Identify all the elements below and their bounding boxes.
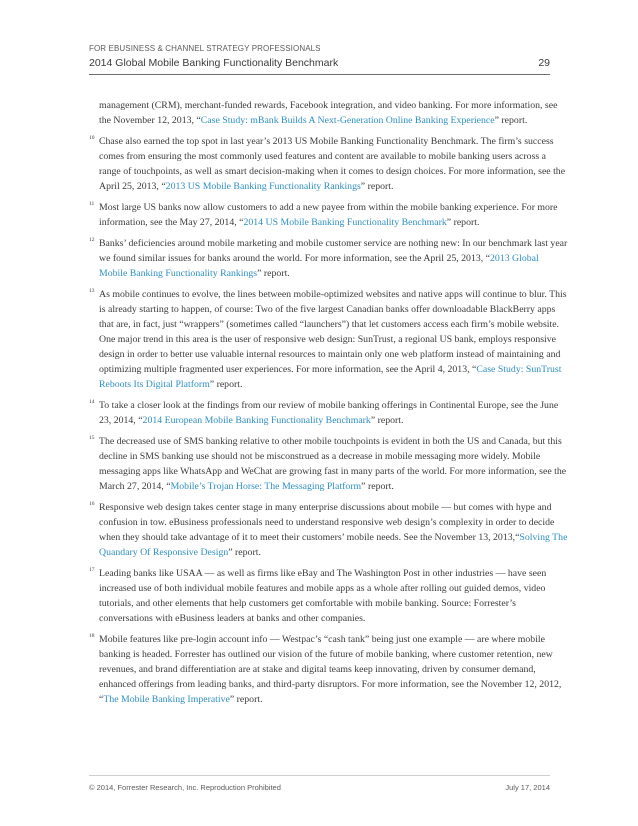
footer-row [89, 783, 550, 793]
endnote [89, 134, 568, 194]
endnote [89, 566, 568, 626]
endnote-text: Mobile features like pre-login account info — Westpac’s “cash tank” being just one example — are where mobile banking is headed. Forrester has outlined our vision of the future of mobile banking, where customer retention, new revenues, and brand differentiation are at stake and digital teams keep innovating, driven by consumer demand, enhanced offerings from leading banks, and third-party disruptors. For more information, see the November 12, 2012, “ [99, 634, 562, 705]
endnote-text: Most large US banks now allow customers to add a new payee from within the mobile banking experience. For more information, see the May 27, 2014, “ [99, 202, 558, 228]
endnote-number: 16 [89, 501, 95, 507]
report-link[interactable]: 2014 European Mobile Banking Functionality Benchmark [142, 415, 371, 426]
endnote [89, 500, 568, 560]
endnote-text: Banks’ deficiencies around mobile marketing and mobile customer service are nothing new: In our benchmark last year we found similar issues for banks around the world. For more information, see the April 25, 2013, “ [99, 238, 568, 264]
endnote-number: 11 [89, 201, 95, 207]
endnote-text: To take a closer look at the findings from our review of mobile banking offerings in Continental Europe, see the June 23, 2014, “ [99, 400, 559, 426]
footer-rule [89, 775, 550, 776]
page-number: 29 [538, 57, 550, 69]
page-header [89, 44, 550, 75]
endnote-number: 14 [89, 399, 95, 405]
report-link[interactable]: 2013 Global Mobile Banking Functionality Rankings [99, 253, 539, 279]
endnote-text-end: ” report. [370, 415, 404, 426]
report-title: 2014 Global Mobile Banking Functionality Benchmark [89, 57, 339, 69]
endnote-number: 13 [89, 288, 95, 294]
endnote-text: The decreased use of SMS banking relative to other mobile touchpoints is evident in both the US and Canada, but this decline in SMS banking use should not be misconstrued as a decrease in mobile messaging more widely. Mobile messaging apps like WhatsApp and WeChat are growing fast in many parts of the world. For more information, see the March 27, 2014, “ [99, 436, 567, 492]
header-rule [89, 74, 550, 75]
endnote-text-end: ” report. [494, 115, 528, 126]
endnote-number: 17 [89, 567, 95, 573]
header-kicker: FOR EBUSINESS & CHANNEL STRATEGY PROFESSIONALS [89, 44, 321, 53]
endnote-text-end: ” report. [257, 268, 290, 279]
endnote [89, 236, 568, 281]
endnote-text: Chase also earned the top spot in last year’s 2013 US Mobile Banking Functionality Benchmark. The firm’s success comes from ensuring the most commonly used features and content are available to mobile banking users across a range of touchpoints, as well as smart decision-making when it comes to design choices. For more information, see the April 25, 2013, “ [99, 136, 566, 192]
endnote-number: 15 [89, 435, 95, 441]
header-title-row [89, 57, 550, 70]
endnote-number: 18 [89, 633, 95, 639]
endnote-text: Leading banks like USAA — as well as firms like eBay and The Washington Post in other industries — have seen increased use of both individual mobile features and mobile apps as a whole after rolling out guided demos, video tutorials, and other elements that help customers get comfortable with mobile banking. Source: Forrester’s conversations with eBusiness leaders at banks and other companies. [99, 568, 547, 624]
endnote [89, 434, 568, 494]
endnote-text-end: ” report. [360, 181, 394, 192]
endnote-number: 12 [89, 237, 95, 243]
endnote-text: As mobile continues to evolve, the lines between mobile-optimized websites and native apps will continue to blur. This is already starting to happen, of course: Two of the five largest Canadian banks offer downloadable BlackBerry apps that are, in fact, just “wrappers” (sometimes called “launchers”) that let customers access each firm’s mobile website. One major trend in this area is the user of responsive web design: SunTrust, a regional US bank, employs responsive design in order to better use valuable internal resources to maintain only one web platform instead of maintaining and optimizing multiple fragmented user experiences. For more information, see the April 4, 2013, “ [99, 289, 567, 375]
endnote-text: management (CRM), merchant-funded rewards, Facebook integration, and video banking. For more information, see the November 12, 2013, “ [99, 100, 558, 126]
endnotes-list [89, 98, 568, 707]
report-link[interactable]: Solving The Quandary Of Responsive Design [99, 532, 568, 558]
endnote-number: 10 [89, 135, 95, 141]
endnote [89, 398, 568, 428]
report-link[interactable]: Case Study: SunTrust Reboots Its Digital Platform [99, 364, 562, 390]
report-link[interactable]: 2014 US Mobile Banking Functionality Benchmark [243, 217, 447, 228]
report-link[interactable]: The Mobile Banking Imperative [103, 694, 230, 705]
endnote [89, 200, 568, 230]
endnote-text: Responsive web design takes center stage in many enterprise discussions about mobile — but comes with hype and confusion in tow. eBusiness professionals need to understand responsive web design’s complexity in order to decide when they should take advantage of it to meet their customers’ mobile needs. See the November 13, 2013,“ [99, 502, 555, 543]
endnote-text-end: ” report. [228, 547, 261, 558]
footer-copyright: © 2014, Forrester Research, Inc. Reproduction Prohibited [89, 783, 281, 792]
endnote-text-end: ” report. [229, 694, 263, 705]
endnote [89, 287, 568, 392]
report-link[interactable]: 2013 US Mobile Banking Functionality Rankings [165, 181, 361, 192]
page-footer [89, 775, 550, 793]
endnote [89, 632, 568, 707]
endnote-text-end: ” report. [209, 379, 243, 390]
endnote [89, 98, 568, 128]
report-link[interactable]: Case Study: mBank Builds A Next-Generation Online Banking Experience [200, 115, 495, 126]
endnote-text-end: ” report. [446, 217, 480, 228]
endnote-text-end: ” report. [361, 481, 394, 492]
report-link[interactable]: Mobile’s Trojan Horse: The Messaging Platform [170, 481, 362, 492]
footer-date: July 17, 2014 [505, 783, 550, 792]
